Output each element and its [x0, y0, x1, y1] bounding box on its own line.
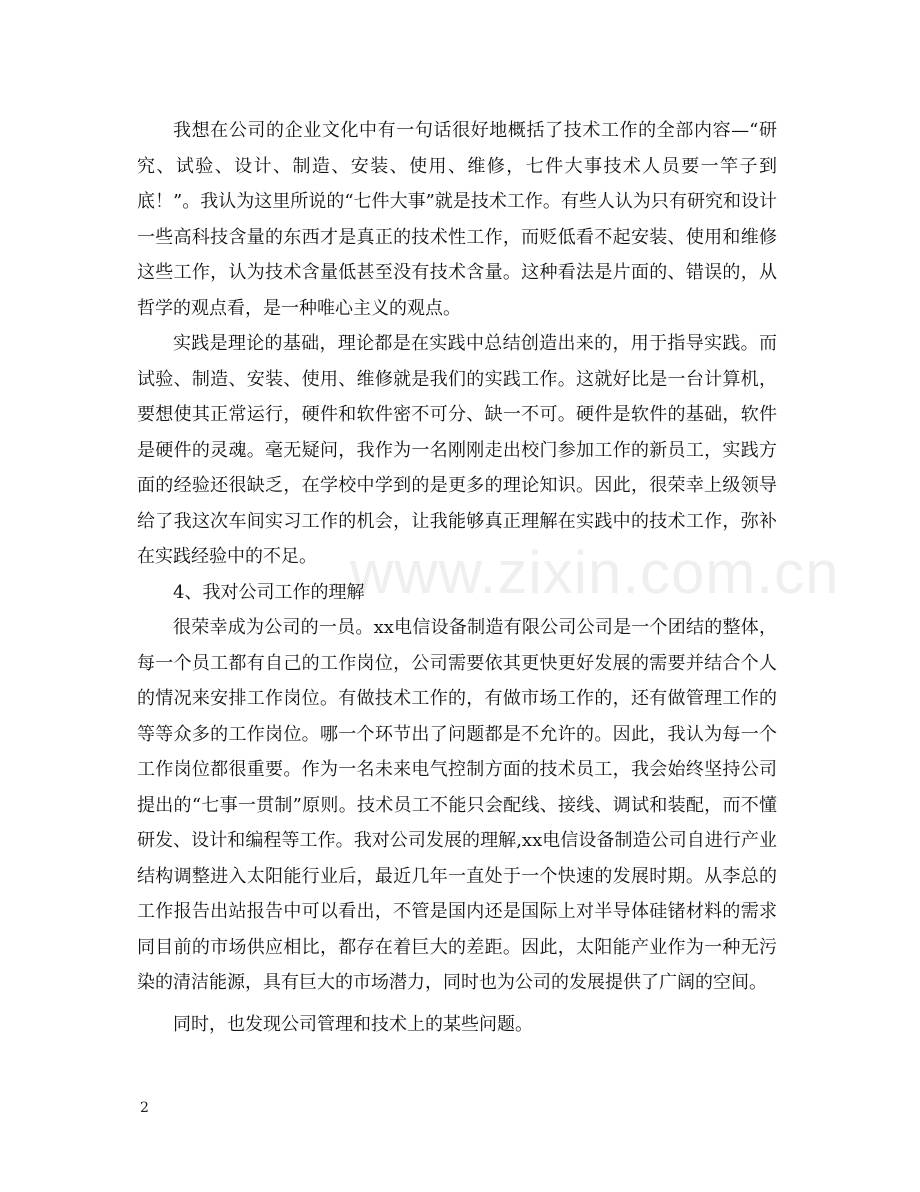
paragraph-practice-theory: 实践是理论的基础，理论都是在实践中总结创造出来的，用于指导实践。而试验、制造、安装、使用、维修就是我们的实践工作。这就好比是一台计算机，要想使其正常运行，硬件和软件密不可分、缺一不可。硬件是软件的基础，软件是硬件的灵魂。毫无疑问，我作为一名刚刚走出校门参加工作的新员工，实践方面的经验还很缺乏，在学校中学到的是更多的理论知识。因此，很荣幸上级领导给了我这次车间实习工作的机会，让我能够真正理解在实践中的技术工作，弥补在实践经验中的不足。 — [137, 333, 777, 567]
paragraph-company-role: 很荣幸成为公司的一员。xx电信设备制造有限公司公司是一个团结的整体，每一个员工都有自己的工作岗位，公司需要依其更快更好发展的需要并结合个人的情况来安排工作岗位。有做技术工作的，有做市场工作的，还有做管理工作的等等众多的工作岗位。哪一个环节出了问题都是不允许的。因此，我认为每一个工作岗位都很重要。作为一名未来电气控制方面的技术员工，我会始终坚持公司提出的“七事一贯制”原则。技术员工不能只会配线、接线、调试和装配，而不懂研发、设计和编程等工作。我对公司发展的理解,xx电信设备制造公司自进行产业结构调整进入太阳能行业后，最近几年一直处于一个快速的发展时期。从李总的工作报告出站报告中可以看出，不管是国内还是国际上对半导体硅锗材料的需求同目前的市场供应相比，都存在着巨大的差距。因此，太阳能产业作为一种无污染的清洁能源，具有巨大的市场潜力，同时也为公司的发展提供了广阔的空间。 — [137, 617, 777, 993]
watermark: www.zixin.com.cn — [350, 539, 840, 606]
page-number: 2 — [140, 1100, 149, 1116]
paragraph-tech-work: 我想在公司的企业文化中有一句话很好地概括了技术工作的全部内容—“研究、试验、设计、制造、安装、使用、维修，七件大事技术人员要一竿子到底！”。我认为这里所说的“七件大事”就是技术工作。有些人认为只有研究和设计一些高科技含量的东西才是真正的技术性工作，而贬低看不起安装、使用和维修这些工作，认为技术含量低甚至没有技术含量。这种看法是片面的、错误的，从哲学的观点看，是一种唯心主义的观点。 — [137, 120, 777, 319]
section-heading-company-understanding: 4、我对公司工作的理解 — [173, 581, 365, 603]
paragraph-issues: 同时，也发现公司管理和技术上的某些问题。 — [173, 1013, 533, 1035]
